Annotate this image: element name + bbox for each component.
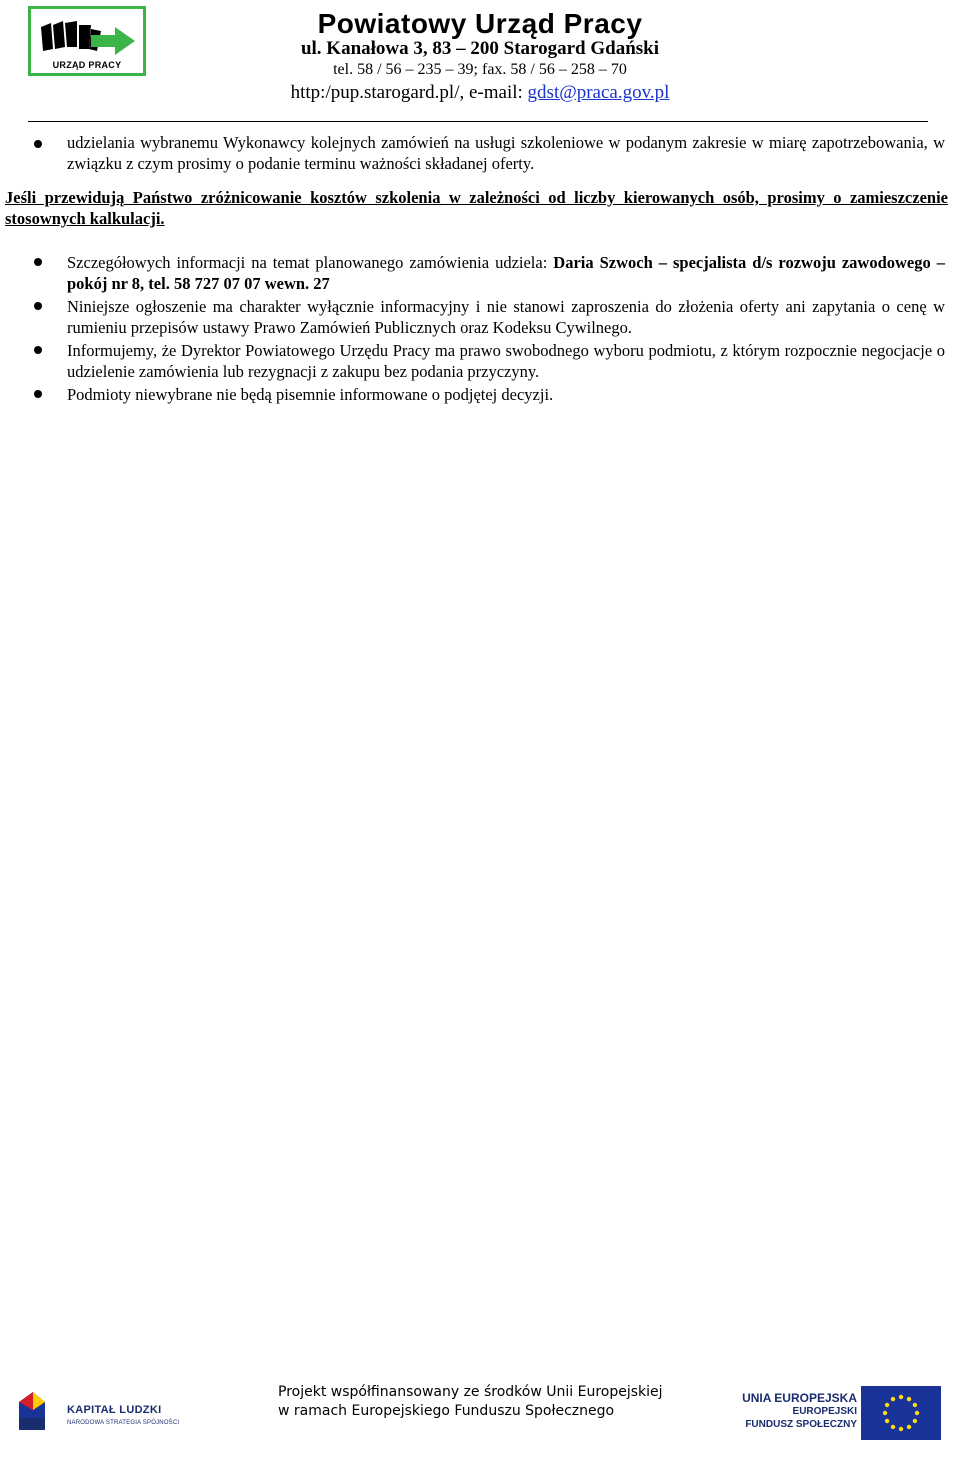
web-address: http:/pup.starogard.pl/, e-mail: <box>290 82 528 103</box>
eu-label-line-1: UNIA EUROPEJSKA <box>742 1391 857 1405</box>
bullet-icon <box>34 302 42 310</box>
kapital-ludzki-emblem-icon <box>15 1388 49 1432</box>
cofinancing-statement <box>278 1383 698 1421</box>
contact-intro: Szczegółowych informacji na temat planowanego zamówienia udziela: <box>67 253 554 272</box>
office-title: Powiatowy Urząd Pracy <box>317 8 643 39</box>
list-item-director-rights: Informujemy, że Dyrektor Powiatowego Urzędu Pracy ma prawo swobodnego wyboru podmiotu, z którym rozpocznie negocjacje o udzielenie zamówienia lub rezygnacji z zakupu bez podania przyczyny. <box>67 341 945 381</box>
logo-text: URZĄD PRACY <box>52 60 122 70</box>
bullet-icon <box>34 346 42 354</box>
page-footer <box>0 1372 960 1457</box>
kapital-ludzki-logo <box>15 1386 180 1434</box>
letterhead <box>0 0 960 122</box>
bullet-icon <box>34 258 42 266</box>
email-link[interactable]: gdst@praca.gov.pl <box>527 82 670 103</box>
office-web-email <box>240 82 720 104</box>
list-item-notification: Podmioty niewybrane nie będą pisemnie informowane o podjętej decyzji. <box>67 385 554 404</box>
cofinancing-line-2: w ramach Europejskiego Funduszu Społecznego <box>278 1403 615 1419</box>
contact-person: Daria Szwoch – specjalista d/s rozwoju zawodowego – pokój nr 8, tel. 58 727 07 07 wewn. 27 <box>67 253 945 293</box>
eu-flag-icon <box>861 1386 941 1440</box>
bullet-icon <box>34 390 42 398</box>
cofinancing-line-1: Projekt współfinansowany ze środków Unii Europejskiej <box>278 1384 663 1400</box>
header-divider <box>28 121 928 122</box>
eu-fund-label <box>742 1392 857 1431</box>
eu-label-line-2: EUROPEJSKI <box>792 1406 857 1417</box>
office-address: ul. Kanałowa 3, 83 – 200 Starogard Gdański <box>300 38 660 59</box>
list-item-contact <box>67 252 945 294</box>
eu-label-line-3: FUNDUSZ SPOŁECZNY <box>745 1419 857 1430</box>
list-item-disclaimer: Niniejsze ogłoszenie ma charakter wyłącznie informacyjny i nie stanowi zaproszenia do złożenia oferty ani zapytania o cenę w rumieniu przepisów ustawy Prawo Zamówień Publicznych oraz Kodeksu Cywilnego. <box>67 297 945 337</box>
list-item-ordering: udzielania wybranemu Wykonawcy kolejnych zamówień na usługi szkoleniowe w podanym zakresie w miarę zapotrzebowania, w związku z czym prosimy o podanie terminu ważności składanej oferty. <box>67 133 945 173</box>
kapital-ludzki-subtitle: NARODOWA STRATEGIA SPÓJNOŚCI <box>67 1420 180 1426</box>
kapital-ludzki-title: KAPITAŁ LUDZKI <box>67 1404 162 1416</box>
cost-differentiation-note: Jeśli przewidują Państwo zróżnicowanie kosztów szkolenia w zależności od liczby kierowanych osób, prosimy o zamieszczenie stosownych kalkulacji. <box>5 188 948 228</box>
urzad-pracy-logo <box>28 6 146 76</box>
office-phone: tel. 58 / 56 – 235 – 39; fax. 58 / 56 – 258 – 70 <box>333 61 627 78</box>
bullet-icon <box>34 140 42 148</box>
